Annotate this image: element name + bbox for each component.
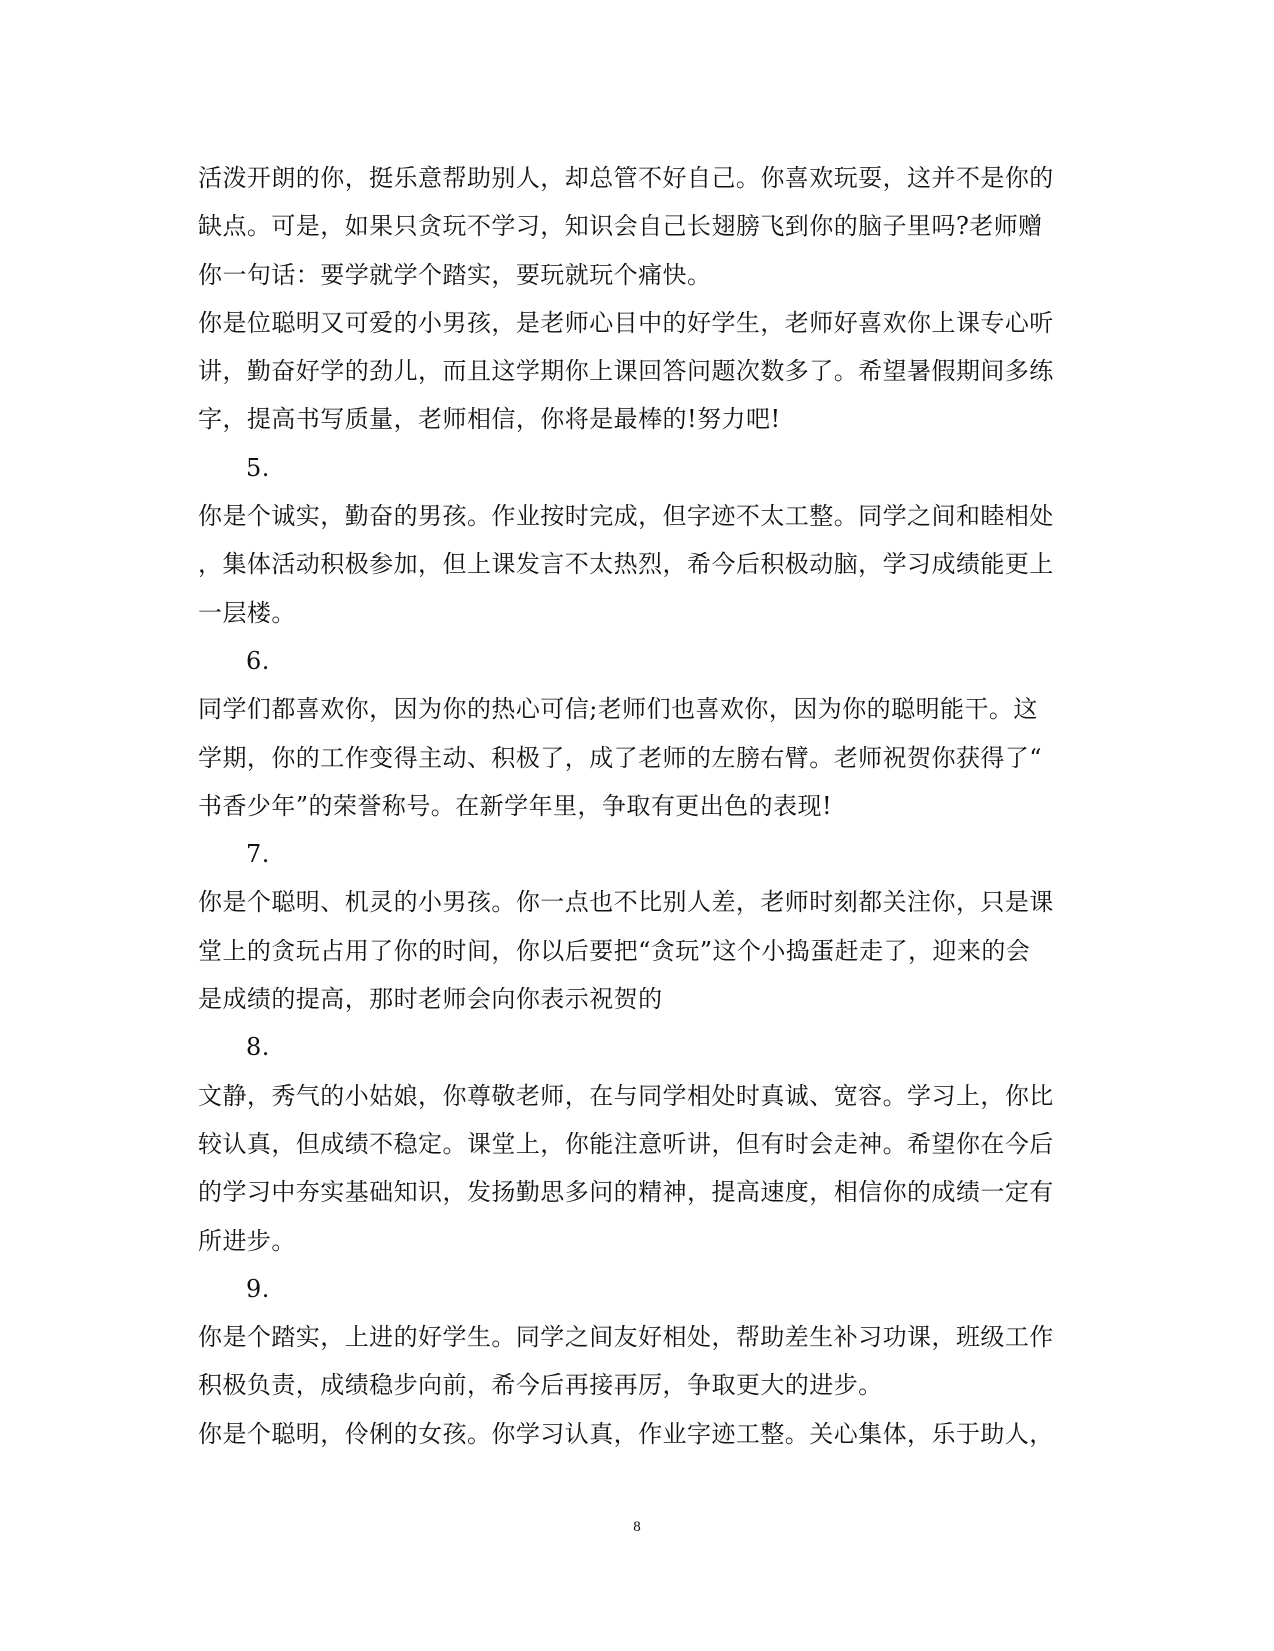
text-line: 你是个聪明，伶俐的女孩。你学习认真，作业字迹工整。关心集体，乐于助人， <box>198 1419 1054 1448</box>
text-line: 缺点。可是，如果只贪玩不学习，知识会自己长翅膀飞到你的脑子里吗?老师赠 <box>198 212 1043 241</box>
text-line: 所进步。 <box>198 1226 296 1255</box>
text-line: 同学们都喜欢你，因为你的热心可信;老师们也喜欢你，因为你的聪明能干。这 <box>198 695 1038 724</box>
text-line: 活泼开朗的你，挺乐意帮助别人，却总管不好自己。你喜欢玩耍，这并不是你的 <box>198 164 1054 192</box>
text-line: 堂上的贪玩占用了你的时间，你以后要把“贪玩”这个小捣蛋赶走了，迎来的会 <box>198 936 1031 965</box>
section-number: 7. <box>246 840 270 869</box>
text-line: 学期，你的工作变得主动、积极了，成了老师的左膀右臂。老师祝贺你获得了“ <box>198 743 1043 772</box>
text-line: 文静，秀气的小姑娘，你尊敬老师，在与同学相处时真诚、宽容。学习上，你比 <box>198 1081 1054 1110</box>
document-body <box>198 154 1078 1458</box>
text-line: 字，提高书写质量，老师相信，你将是最棒的!努力吧! <box>198 405 781 434</box>
text-line: 你是个聪明、机灵的小男孩。你一点也不比别人差，老师时刻都关注你，只是课 <box>198 888 1054 917</box>
section-number: 5. <box>246 453 270 482</box>
text-line: 你一句话：要学就学个踏实，要玩就玩个痛快。 <box>198 260 712 289</box>
text-line: 积极负责，成绩稳步向前，希今后再接再厉，争取更大的进步。 <box>198 1371 883 1400</box>
text-line: ，集体活动积极参加，但上课发言不太热烈，希今后积极动脑，学习成绩能更上 <box>198 550 1054 579</box>
text-line: 是成绩的提高，那时老师会向你表示祝贺的 <box>198 985 663 1014</box>
section-number: 9. <box>246 1274 270 1303</box>
text-line: 你是个踏实，上进的好学生。同学之间友好相处，帮助差生补习功课，班级工作 <box>198 1323 1054 1352</box>
section-number: 6. <box>246 646 270 675</box>
page-number: 8 <box>633 1519 641 1535</box>
text-line: 的学习中夯实基础知识，发扬勤思多问的精神，提高速度，相信你的成绩一定有 <box>198 1178 1054 1207</box>
section-number: 8. <box>246 1033 270 1062</box>
text-line: 较认真，但成绩不稳定。课堂上，你能注意听讲，但有时会走神。希望你在今后 <box>198 1129 1054 1158</box>
text-line: 你是位聪明又可爱的小男孩，是老师心目中的好学生，老师好喜欢你上课专心听 <box>198 308 1054 337</box>
text-line: 讲，勤奋好学的劲儿，而且这学期你上课回答问题次数多了。希望暑假期间多练 <box>198 357 1054 386</box>
text-line: 书香少年”的荣誉称号。在新学年里，争取有更出色的表现! <box>198 791 833 820</box>
text-line: 一层楼。 <box>198 598 296 627</box>
text-line: 你是个诚实，勤奋的男孩。作业按时完成，但字迹不太工整。同学之间和睦相处 <box>198 502 1054 531</box>
